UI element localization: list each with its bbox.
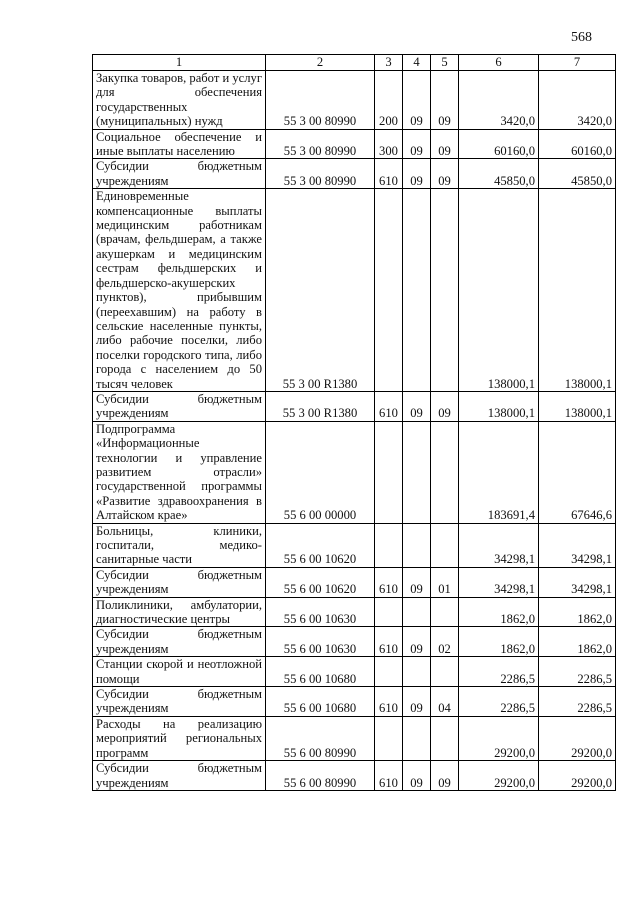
row-sum2-cell: 34298,1 (539, 567, 616, 597)
row-code-cell: 55 3 00 80990 (266, 129, 375, 159)
row-vr-cell (375, 523, 403, 567)
table-row (93, 523, 616, 567)
row-pr-cell: 09 (431, 761, 459, 791)
row-sum2-cell: 29200,0 (539, 716, 616, 760)
row-code-cell: 55 3 00 R1380 (266, 189, 375, 392)
row-rz-cell: 09 (403, 761, 431, 791)
row-rz-cell (403, 597, 431, 627)
col-header-rz: 4 (403, 55, 431, 71)
row-vr-cell: 610 (375, 627, 403, 657)
row-rz-cell: 09 (403, 567, 431, 597)
row-sum2-cell: 2286,5 (539, 657, 616, 687)
row-sum2-cell: 2286,5 (539, 687, 616, 717)
row-rz-cell: 09 (403, 129, 431, 159)
row-sum1-cell: 29200,0 (459, 716, 539, 760)
row-sum1-cell: 45850,0 (459, 159, 539, 189)
row-sum1-cell: 2286,5 (459, 657, 539, 687)
row-sum2-cell: 45850,0 (539, 159, 616, 189)
row-vr-cell: 200 (375, 71, 403, 130)
row-rz-cell: 09 (403, 159, 431, 189)
row-vr-cell (375, 716, 403, 760)
row-code-cell: 55 6 00 10630 (266, 627, 375, 657)
row-vr-cell (375, 421, 403, 523)
row-code-cell: 55 6 00 00000 (266, 421, 375, 523)
row-name-cell: Субсидии бюджетным учреждениям (93, 687, 266, 717)
row-rz-cell (403, 657, 431, 687)
row-code-cell: 55 6 00 10630 (266, 597, 375, 627)
row-sum2-cell: 138000,1 (539, 391, 616, 421)
row-sum2-cell: 60160,0 (539, 129, 616, 159)
col-header-name: 1 (93, 55, 266, 71)
row-vr-cell (375, 189, 403, 392)
row-sum1-cell: 60160,0 (459, 129, 539, 159)
row-sum2-cell: 138000,1 (539, 189, 616, 392)
table-row (93, 627, 616, 657)
row-name-cell: Поликлиники, амбулатории, диагностические центры (93, 597, 266, 627)
row-pr-cell: 09 (431, 159, 459, 189)
row-sum1-cell: 1862,0 (459, 627, 539, 657)
row-sum1-cell: 1862,0 (459, 597, 539, 627)
row-vr-cell: 610 (375, 159, 403, 189)
row-rz-cell: 09 (403, 71, 431, 130)
table-row (93, 421, 616, 523)
row-name-cell: Подпрограмма «Информационные технологии и управление развитием отрасли» государственной программы «Развитие здравоохранения в Алтайском крае» (93, 421, 266, 523)
row-name-cell: Субсидии бюджетным учреждениям (93, 627, 266, 657)
row-name-cell: Закупка товаров, работ и услуг для обеспечения государственных (муниципальных) нужд (93, 71, 266, 130)
row-pr-cell (431, 716, 459, 760)
table-row (93, 597, 616, 627)
table-row (93, 567, 616, 597)
row-code-cell: 55 6 00 10620 (266, 523, 375, 567)
row-rz-cell (403, 421, 431, 523)
row-sum2-cell: 34298,1 (539, 523, 616, 567)
row-code-cell: 55 6 00 10680 (266, 687, 375, 717)
col-header-code: 2 (266, 55, 375, 71)
row-pr-cell: 04 (431, 687, 459, 717)
row-name-cell: Единовременные компенсационные выплаты медицинским работникам (врачам, фельдшерам, а также акушеркам и медицинским сестрам фельдшерских и фельдшерско-акушерских пунктов), прибывшим (переехавшим) на работу в сельские населенные пункты, либо рабочие поселки, либо поселки городского типа, либо города с населением до 50 тысяч человек (93, 189, 266, 392)
row-vr-cell (375, 657, 403, 687)
row-rz-cell: 09 (403, 391, 431, 421)
row-rz-cell: 09 (403, 687, 431, 717)
row-pr-cell: 09 (431, 71, 459, 130)
row-sum2-cell: 1862,0 (539, 627, 616, 657)
row-sum1-cell: 138000,1 (459, 189, 539, 392)
row-code-cell: 55 6 00 10680 (266, 657, 375, 687)
page-number: 568 (571, 30, 592, 45)
row-sum1-cell: 2286,5 (459, 687, 539, 717)
row-sum2-cell: 67646,6 (539, 421, 616, 523)
row-sum1-cell: 3420,0 (459, 71, 539, 130)
row-rz-cell (403, 523, 431, 567)
col-header-sum1: 6 (459, 55, 539, 71)
row-rz-cell (403, 716, 431, 760)
row-code-cell: 55 3 00 80990 (266, 159, 375, 189)
row-name-cell: Станции скорой и неотложной помощи (93, 657, 266, 687)
row-vr-cell: 610 (375, 761, 403, 791)
row-vr-cell: 610 (375, 687, 403, 717)
row-sum1-cell: 34298,1 (459, 567, 539, 597)
row-name-cell: Расходы на реализацию мероприятий региональных программ (93, 716, 266, 760)
row-pr-cell (431, 421, 459, 523)
row-name-cell: Больницы, клиники, госпитали, медико-санитарные части (93, 523, 266, 567)
table-row (93, 716, 616, 760)
row-sum1-cell: 29200,0 (459, 761, 539, 791)
row-rz-cell (403, 189, 431, 392)
table-row (93, 189, 616, 392)
table-row (93, 687, 616, 717)
row-code-cell: 55 3 00 R1380 (266, 391, 375, 421)
table-row (93, 657, 616, 687)
row-sum1-cell: 138000,1 (459, 391, 539, 421)
row-sum1-cell: 34298,1 (459, 523, 539, 567)
table-row (93, 129, 616, 159)
row-vr-cell: 610 (375, 391, 403, 421)
row-name-cell: Субсидии бюджетным учреждениям (93, 391, 266, 421)
row-code-cell: 55 6 00 10620 (266, 567, 375, 597)
row-pr-cell (431, 523, 459, 567)
col-header-pr: 5 (431, 55, 459, 71)
row-sum2-cell: 29200,0 (539, 761, 616, 791)
row-name-cell: Субсидии бюджетным учреждениям (93, 159, 266, 189)
row-pr-cell (431, 189, 459, 392)
row-name-cell: Социальное обеспечение и иные выплаты населению (93, 129, 266, 159)
table-row (93, 159, 616, 189)
row-name-cell: Субсидии бюджетным учреждениям (93, 567, 266, 597)
table-row (93, 391, 616, 421)
budget-table (92, 54, 616, 791)
row-pr-cell (431, 657, 459, 687)
row-sum2-cell: 3420,0 (539, 71, 616, 130)
table-row (93, 761, 616, 791)
row-code-cell: 55 6 00 80990 (266, 716, 375, 760)
header-row (93, 55, 616, 71)
table-row (93, 71, 616, 130)
col-header-vr: 3 (375, 55, 403, 71)
row-pr-cell (431, 597, 459, 627)
row-code-cell: 55 3 00 80990 (266, 71, 375, 130)
row-vr-cell: 300 (375, 129, 403, 159)
row-sum1-cell: 183691,4 (459, 421, 539, 523)
row-code-cell: 55 6 00 80990 (266, 761, 375, 791)
row-vr-cell: 610 (375, 567, 403, 597)
row-sum2-cell: 1862,0 (539, 597, 616, 627)
row-name-cell: Субсидии бюджетным учреждениям (93, 761, 266, 791)
row-pr-cell: 01 (431, 567, 459, 597)
row-pr-cell: 02 (431, 627, 459, 657)
row-vr-cell (375, 597, 403, 627)
row-pr-cell: 09 (431, 391, 459, 421)
col-header-sum2: 7 (539, 55, 616, 71)
row-rz-cell: 09 (403, 627, 431, 657)
row-pr-cell: 09 (431, 129, 459, 159)
